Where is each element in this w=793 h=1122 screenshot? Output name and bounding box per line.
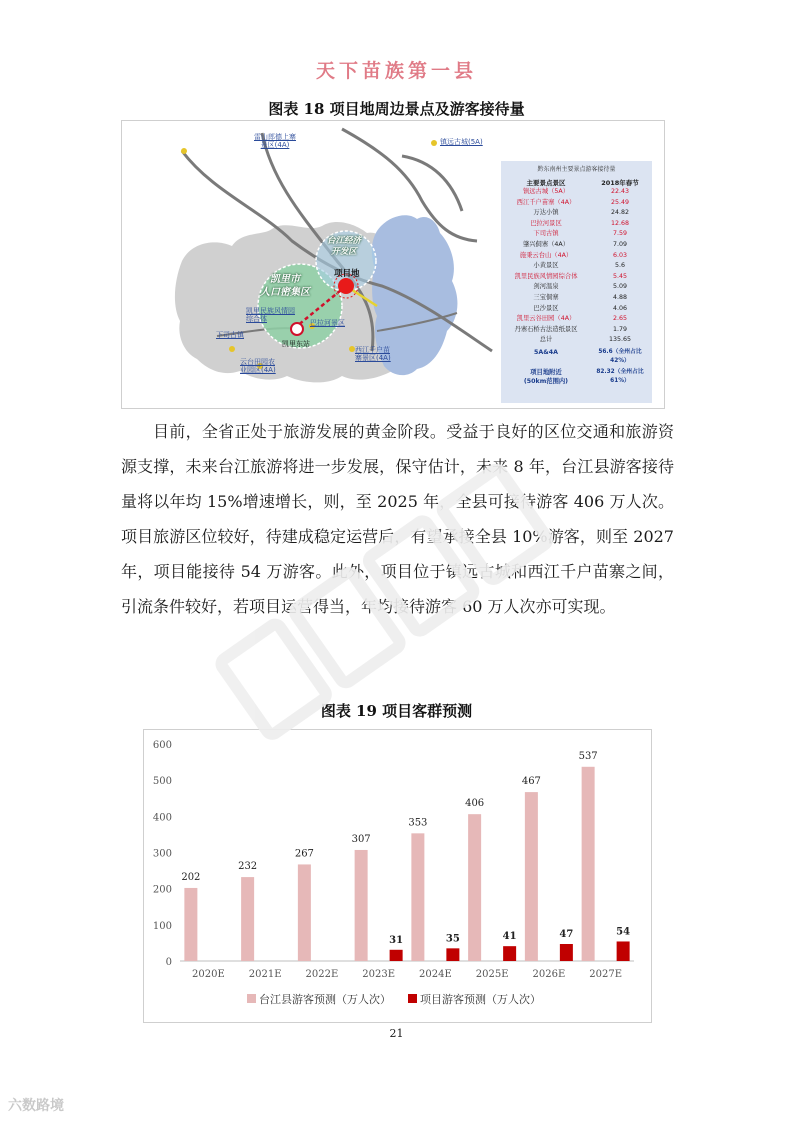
bar-project-label: 47 (559, 929, 574, 941)
visitor-table-cell-name: 巴拉河景区 (530, 219, 562, 227)
visitor-table-row (501, 293, 652, 304)
bar-county (468, 814, 481, 961)
x-tick-label: 2027E (589, 969, 622, 980)
visitor-table-cell-name: 凯里云谷田园（4A） (516, 315, 576, 323)
scenic-dot (229, 346, 235, 352)
bar-project (446, 948, 459, 961)
bar-county-label: 537 (578, 750, 598, 762)
figure-18-title: 图表 18 项目地周边景点及游客接待量 (268, 100, 525, 118)
visitor-table-cell-value: 6.03 (612, 251, 628, 259)
visitor-table-cell-name: 镇远古城（5A） (522, 188, 570, 195)
visitor-table-row (501, 208, 652, 219)
visitor-table-col2: 2018年春节 (601, 179, 639, 187)
visitor-table-cell-value: 1.79 (612, 325, 628, 333)
body-paragraph (121, 414, 674, 624)
visitor-table-cell-name: 小黄景区 (533, 262, 559, 270)
kaili-east-station-icon (291, 323, 303, 335)
footer-logo: 六数路境 (8, 1098, 64, 1114)
x-tick-label: 2023E (362, 969, 395, 980)
visitor-table-caption: 黔东南州主要景点游客接待量 (537, 166, 616, 173)
visitor-table-row (501, 240, 652, 251)
visitor-table-cell-name: 施秉云台山（4A） (519, 251, 573, 259)
y-tick-label: 0 (165, 957, 172, 968)
visitor-table-cell-value: 22.43 (610, 188, 630, 195)
chart-canvas (144, 730, 651, 1022)
map-figure (121, 120, 665, 409)
visitor-table-header (501, 178, 652, 187)
bar-project (617, 941, 630, 961)
bar-county (525, 792, 538, 961)
bar-project-label: 54 (616, 926, 631, 938)
visitor-table-cell-value: 135.65 (608, 336, 632, 344)
bar-project-label: 41 (502, 931, 517, 943)
visitor-table-summary-row (501, 348, 652, 366)
visitor-table-cell-value: 25.49 (610, 198, 630, 206)
visitor-table-row (501, 229, 652, 240)
y-tick-label: 400 (152, 812, 172, 824)
bar-project (390, 950, 403, 961)
map-label-langde: 雷山郎德上寨 景区(4A) (254, 133, 296, 149)
bar-county-label: 202 (181, 871, 201, 883)
visitor-table-cell-value: 2.65 (612, 315, 628, 323)
figure-19-title: 图表 19 项目客群预测 (320, 702, 473, 720)
x-tick-label: 2022E (305, 969, 339, 980)
visitor-table-cell-value: 12.68 (610, 219, 630, 227)
visitor-table-summary-row (501, 368, 652, 386)
bar-county-label: 267 (294, 848, 314, 860)
visitor-table-row (501, 282, 652, 293)
visitor-table-summary-name: 5A&4A (533, 348, 558, 356)
legend-swatch-project (408, 994, 417, 1003)
visitor-table-cell-name: 三宝侗寨 (533, 293, 559, 301)
visitor-table-col1: 主要景点景区 (526, 179, 566, 187)
y-tick-label: 500 (152, 776, 172, 788)
visitor-table-summary-value: 82.32（全州占比61%） (596, 368, 644, 384)
visitor-table-cell-name: 总计 (539, 336, 553, 344)
visitor-table-summary-value: 56.6（全州占比42%） (598, 348, 642, 364)
bar-county-label: 406 (465, 798, 485, 810)
visitor-table-cell-value: 5.6 (614, 262, 625, 270)
legend-label-county: 台江县游客预测（万人次） (259, 993, 391, 1006)
visitor-table-cell-name: 西江千户苗寨（4A） (516, 198, 576, 206)
y-tick-label: 200 (152, 884, 172, 896)
map-label-yuntai-park: 云台田园农 业园区(4A) (240, 358, 276, 374)
bar-county-label: 353 (408, 817, 428, 829)
legend-label-project: 项目游客预测（万人次） (420, 993, 541, 1006)
map-label-kaili-east: 凯里东站 (282, 340, 310, 348)
x-tick-label: 2021E (248, 969, 282, 980)
visitor-table-body (501, 187, 652, 346)
x-tick-label: 2020E (192, 969, 225, 980)
map-label-project-site: 项目地 (334, 269, 360, 279)
bar-county (411, 833, 424, 961)
y-tick-label: 600 (152, 740, 172, 751)
chart-box (143, 729, 652, 1023)
page-number: 21 (389, 1027, 404, 1040)
visitor-table-cell-value: 4.06 (612, 304, 628, 312)
bar-county (355, 850, 368, 961)
visitor-table-cell-name: 丹寨石桥古法造纸景区 (514, 325, 578, 333)
scenic-dot (431, 140, 437, 146)
visitor-table-row (501, 314, 652, 325)
bar-project-label: 31 (389, 934, 404, 946)
visitor-table-cell-value: 5.09 (612, 283, 628, 291)
visitor-table-cell-value: 5.45 (612, 272, 628, 280)
x-tick-label: 2026E (532, 969, 566, 980)
legend-swatch-county (247, 994, 256, 1003)
visitor-table-cell-name: 巴沙景区 (533, 304, 559, 312)
visitor-table-row (501, 335, 652, 346)
map-label-xijiang: 西江千户苗 寨景区(4A) (355, 346, 391, 362)
scenic-dot (181, 148, 187, 154)
map-label-folk-complex: 凯里民族风情园 综合体 (246, 307, 295, 323)
x-tick-label: 2024E (419, 969, 452, 980)
map-label-xiasi: 下司古镇 (216, 331, 244, 339)
visitor-table-cell-value: 7.59 (612, 230, 628, 238)
visitor-table-row (501, 304, 652, 315)
visitor-table-row (501, 272, 652, 283)
bar-county (298, 864, 311, 961)
x-tick-label: 2025E (475, 969, 509, 980)
visitor-table-row (501, 261, 652, 272)
page-header-title: 天下苗族第一县 (315, 60, 477, 82)
visitor-table-cell-value: 7.09 (612, 240, 628, 248)
bar-county (582, 767, 595, 961)
visitor-table-cell-value: 24.82 (610, 209, 630, 217)
y-tick-label: 100 (152, 920, 172, 932)
visitor-table-cell-name: 肇兴侗寨（4A） (522, 240, 570, 248)
visitor-table-row (501, 251, 652, 262)
visitor-table (501, 161, 652, 403)
map-label-taijiang-zone: 台江经济 开发区 (327, 236, 362, 257)
map-label-zhenyuan: 镇远古城(5A) (440, 138, 483, 146)
map-label-bala: 巴拉河景区 (310, 319, 345, 327)
visitor-table-row (501, 325, 652, 336)
bar-project-label: 35 (445, 933, 460, 945)
bar-project (503, 946, 516, 961)
project-site-marker (338, 278, 354, 294)
visitor-table-cell-value: 4.88 (612, 293, 628, 301)
bar-county-label: 232 (238, 861, 258, 873)
body-paragraph-text: 目前，全省正处于旅游发展的黄金阶段。受益于良好的区位交通和旅游资源支撑，未来台江旅游将进一步发展，保守估计，未来 8 年，台江县游客接待量将以年均 15%增速增长，则，至 2025 年，全县可接待游客 406 万人次。项目旅游区位较好，待建成稳定运营后，有望承接全县 10%游客，则至 2027 年，项目能接待 54 万游客。此外，项目位于镇远古城和西江千户苗寨之间，引流条件较好，若项目运营得当，年均接待游客 60 万人次亦可实现。 (121, 422, 674, 616)
visitor-table-cell-name: 万达小镇 (533, 209, 559, 217)
bar-project (560, 944, 573, 961)
visitor-table-row (501, 187, 652, 198)
bar-county (184, 888, 197, 961)
visitor-table-row (501, 219, 652, 230)
bar-county-label: 307 (351, 833, 371, 845)
visitor-table-cell-name: 剑河温泉 (533, 283, 559, 291)
y-tick-label: 300 (152, 848, 172, 860)
visitor-table-summary (501, 348, 652, 386)
visitor-table-row (501, 198, 652, 209)
visitor-table-cell-name: 凯里民族风情园综合体 (514, 272, 578, 280)
visitor-table-summary-name: 项目地附近 (50km范围内) (523, 368, 569, 385)
bar-county-label: 467 (521, 776, 541, 788)
bar-county (241, 877, 254, 961)
map-label-kaili-zone: 凯里市 人口密集区 (260, 274, 310, 298)
visitor-table-cell-name: 下司古镇 (533, 230, 559, 238)
